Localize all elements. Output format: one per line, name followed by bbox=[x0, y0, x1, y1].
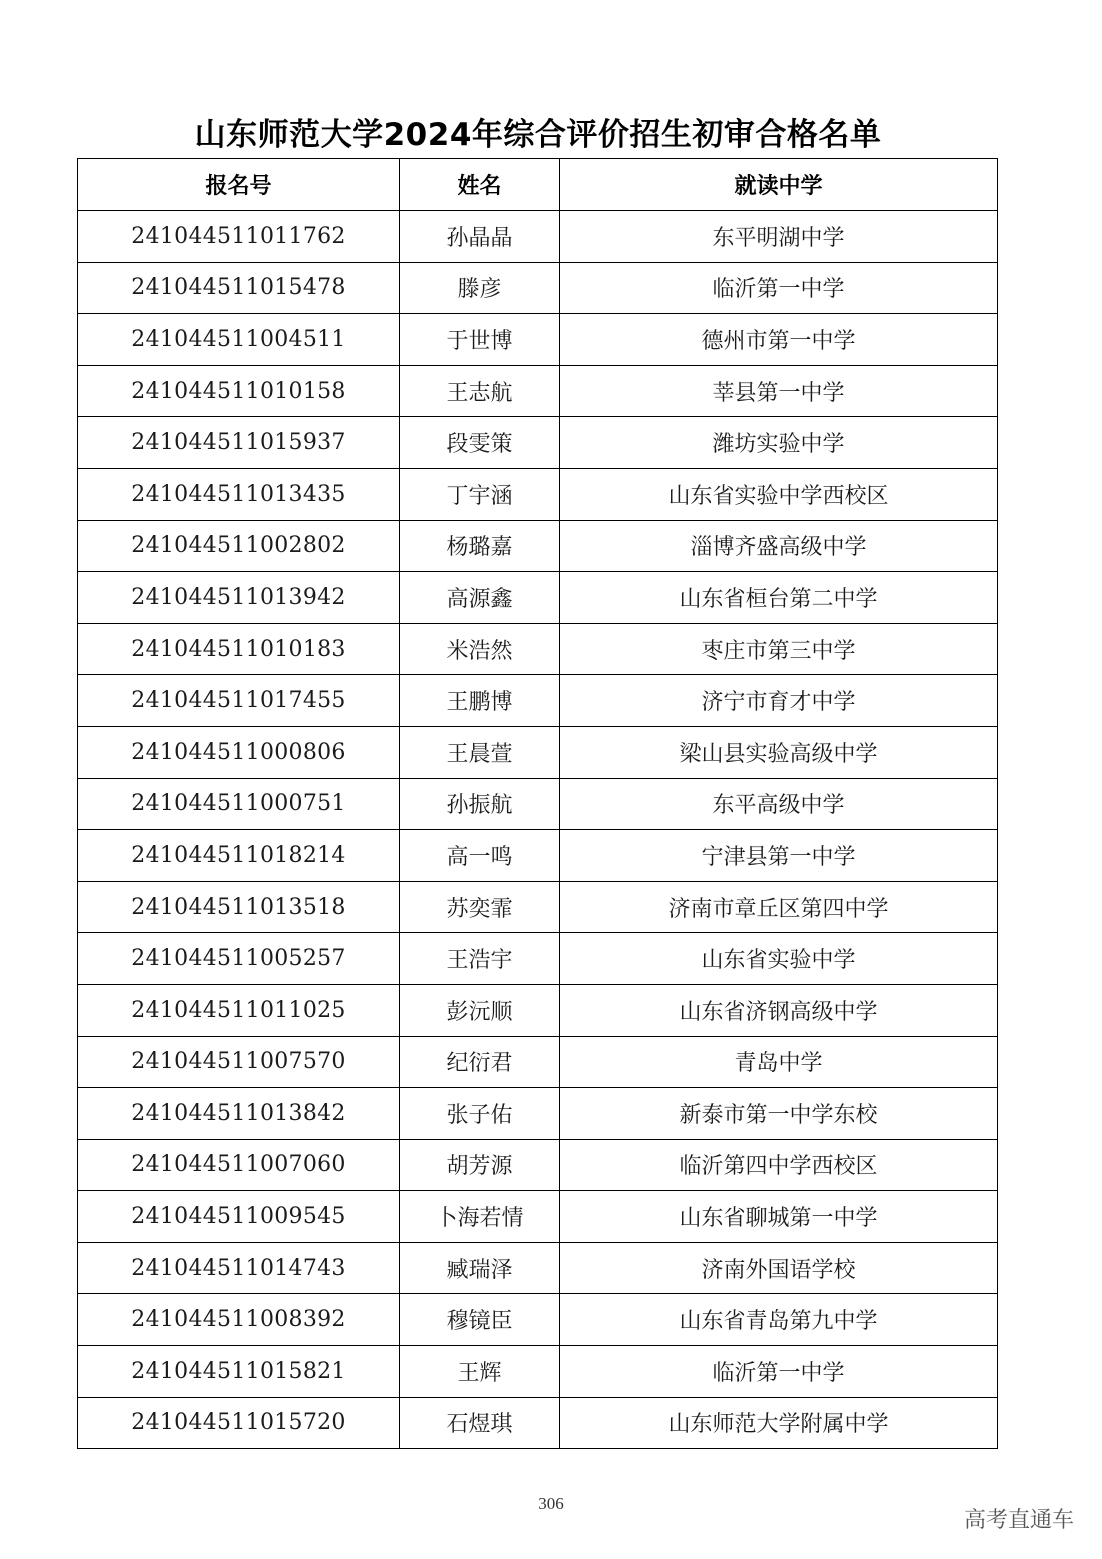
column-header-name: 姓名 bbox=[400, 159, 560, 211]
cell-student-name: 高一鸣 bbox=[400, 830, 560, 882]
table-row bbox=[78, 778, 998, 830]
cell-student-name: 王鹏博 bbox=[400, 675, 560, 727]
cell-registration-number: 241044511000751 bbox=[78, 778, 400, 830]
table-row bbox=[78, 1036, 998, 1088]
cell-school: 东平明湖中学 bbox=[560, 211, 998, 263]
table-row bbox=[78, 881, 998, 933]
table-row bbox=[78, 933, 998, 985]
table-row bbox=[78, 726, 998, 778]
cell-school: 临沂第四中学西校区 bbox=[560, 1139, 998, 1191]
cell-student-name: 米浩然 bbox=[400, 623, 560, 675]
column-header-school: 就读中学 bbox=[560, 159, 998, 211]
cell-school: 新泰市第一中学东校 bbox=[560, 1088, 998, 1140]
cell-school: 德州市第一中学 bbox=[560, 314, 998, 366]
table-row bbox=[78, 520, 998, 572]
table-row bbox=[78, 417, 998, 469]
cell-registration-number: 241044511010183 bbox=[78, 623, 400, 675]
cell-student-name: 张子佑 bbox=[400, 1088, 560, 1140]
cell-student-name: 杨璐嘉 bbox=[400, 520, 560, 572]
cell-registration-number: 241044511000806 bbox=[78, 726, 400, 778]
cell-school: 临沂第一中学 bbox=[560, 262, 998, 314]
header-row bbox=[78, 159, 998, 211]
cell-school: 临沂第一中学 bbox=[560, 1346, 998, 1398]
cell-student-name: 穆镜臣 bbox=[400, 1294, 560, 1346]
cell-student-name: 纪衍君 bbox=[400, 1036, 560, 1088]
table-row bbox=[78, 1346, 998, 1398]
cell-student-name: 孙晶晶 bbox=[400, 211, 560, 263]
cell-registration-number: 241044511015937 bbox=[78, 417, 400, 469]
cell-school: 莘县第一中学 bbox=[560, 365, 998, 417]
cell-student-name: 丁宇涵 bbox=[400, 468, 560, 520]
cell-registration-number: 241044511017455 bbox=[78, 675, 400, 727]
document-title: 山东师范大学2024年综合评价招生初审合格名单 bbox=[194, 117, 882, 153]
cell-student-name: 苏奕霏 bbox=[400, 881, 560, 933]
cell-registration-number: 241044511018214 bbox=[78, 830, 400, 882]
table-row bbox=[78, 211, 998, 263]
cell-school: 山东省济钢高级中学 bbox=[560, 984, 998, 1036]
cell-student-name: 王晨萱 bbox=[400, 726, 560, 778]
cell-registration-number: 241044511007570 bbox=[78, 1036, 400, 1088]
cell-school: 济南外国语学校 bbox=[560, 1242, 998, 1294]
table-row bbox=[78, 1088, 998, 1140]
column-header-registration-number: 报名号 bbox=[78, 159, 400, 211]
cell-registration-number: 241044511014743 bbox=[78, 1242, 400, 1294]
cell-school: 东平高级中学 bbox=[560, 778, 998, 830]
cell-registration-number: 241044511007060 bbox=[78, 1139, 400, 1191]
cell-student-name: 王志航 bbox=[400, 365, 560, 417]
cell-registration-number: 241044511011025 bbox=[78, 984, 400, 1036]
cell-registration-number: 241044511013842 bbox=[78, 1088, 400, 1140]
cell-registration-number: 241044511015821 bbox=[78, 1346, 400, 1398]
cell-school: 山东省实验中学西校区 bbox=[560, 468, 998, 520]
table-row bbox=[78, 365, 998, 417]
table-row bbox=[78, 1294, 998, 1346]
cell-registration-number: 241044511008392 bbox=[78, 1294, 400, 1346]
page-number: 306 bbox=[538, 1494, 564, 1513]
cell-school: 济南市章丘区第四中学 bbox=[560, 881, 998, 933]
table-body bbox=[78, 211, 998, 1449]
table-header bbox=[78, 159, 998, 211]
table-row bbox=[78, 262, 998, 314]
table-row bbox=[78, 830, 998, 882]
cell-school: 枣庄市第三中学 bbox=[560, 623, 998, 675]
cell-school: 青岛中学 bbox=[560, 1036, 998, 1088]
table-row bbox=[78, 314, 998, 366]
cell-school: 宁津县第一中学 bbox=[560, 830, 998, 882]
cell-school: 梁山县实验高级中学 bbox=[560, 726, 998, 778]
cell-registration-number: 241044511005257 bbox=[78, 933, 400, 985]
table-row bbox=[78, 1139, 998, 1191]
cell-registration-number: 241044511013518 bbox=[78, 881, 400, 933]
cell-registration-number: 241044511013435 bbox=[78, 468, 400, 520]
cell-student-name: 臧瑞泽 bbox=[400, 1242, 560, 1294]
cell-student-name: 王辉 bbox=[400, 1346, 560, 1398]
cell-school: 山东省桓台第二中学 bbox=[560, 572, 998, 624]
cell-school: 淄博齐盛高级中学 bbox=[560, 520, 998, 572]
watermark-text: 高考直通车 bbox=[963, 1508, 1074, 1533]
cell-registration-number: 241044511009545 bbox=[78, 1191, 400, 1243]
cell-school: 山东省青岛第九中学 bbox=[560, 1294, 998, 1346]
table-row bbox=[78, 468, 998, 520]
cell-student-name: 卜海若情 bbox=[400, 1191, 560, 1243]
cell-registration-number: 241044511013942 bbox=[78, 572, 400, 624]
cell-student-name: 孙振航 bbox=[400, 778, 560, 830]
table-row bbox=[78, 675, 998, 727]
cell-student-name: 滕彦 bbox=[400, 262, 560, 314]
table-row bbox=[78, 1191, 998, 1243]
cell-school: 山东省实验中学 bbox=[560, 933, 998, 985]
table-row bbox=[78, 572, 998, 624]
cell-student-name: 高源鑫 bbox=[400, 572, 560, 624]
cell-school: 潍坊实验中学 bbox=[560, 417, 998, 469]
cell-student-name: 胡芳源 bbox=[400, 1139, 560, 1191]
cell-registration-number: 241044511015720 bbox=[78, 1397, 400, 1449]
cell-registration-number: 241044511010158 bbox=[78, 365, 400, 417]
table-row bbox=[78, 623, 998, 675]
cell-school: 济宁市育才中学 bbox=[560, 675, 998, 727]
cell-student-name: 段雯策 bbox=[400, 417, 560, 469]
table-row bbox=[78, 1242, 998, 1294]
cell-student-name: 彭沅顺 bbox=[400, 984, 560, 1036]
cell-school: 山东师范大学附属中学 bbox=[560, 1397, 998, 1449]
cell-student-name: 王浩宇 bbox=[400, 933, 560, 985]
table-row bbox=[78, 984, 998, 1036]
cell-registration-number: 241044511002802 bbox=[78, 520, 400, 572]
table-row bbox=[78, 1397, 998, 1449]
cell-registration-number: 241044511004511 bbox=[78, 314, 400, 366]
cell-student-name: 石煜琪 bbox=[400, 1397, 560, 1449]
cell-registration-number: 241044511011762 bbox=[78, 211, 400, 263]
admission-list-table bbox=[77, 158, 998, 1449]
cell-school: 山东省聊城第一中学 bbox=[560, 1191, 998, 1243]
cell-registration-number: 241044511015478 bbox=[78, 262, 400, 314]
cell-student-name: 于世博 bbox=[400, 314, 560, 366]
